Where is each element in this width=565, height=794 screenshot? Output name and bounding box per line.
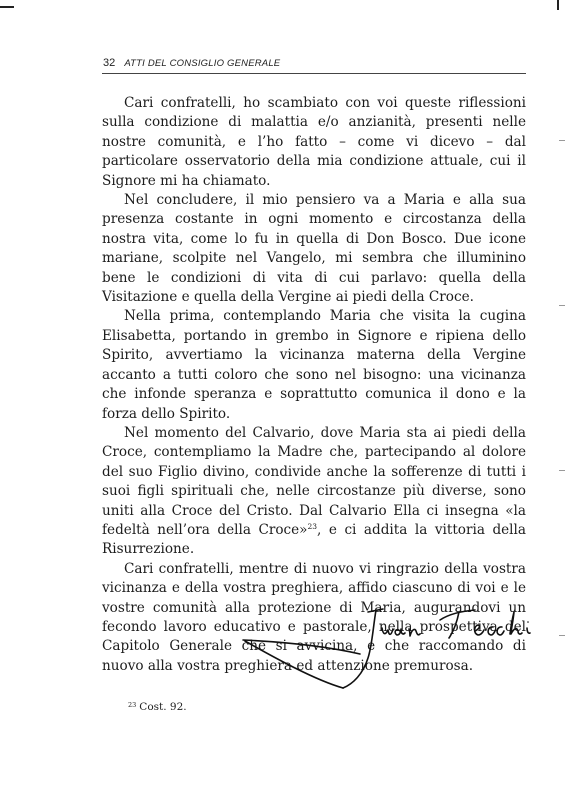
paragraph: Cari confratelli, mentre di nuovo vi ringrazio della vostra vicinanza e della vostra preghiera, affido ciascuno di voi e le vostre comunità alla protezione di Maria, augurandovi un fecondo lavoro educativo e pastorale, nella prospettiva del Capitolo Generale che si avvicina, e che raccomando di nuovo alla vostra preghiera ed attenzione premurosa. — [102, 560, 526, 674]
footnote-reference[interactable]: 23 — [307, 521, 318, 531]
crop-mark-top-right — [557, 0, 559, 10]
paragraph-text-continued: , e ci addita la vittoria della Risurrezione. — [102, 521, 526, 558]
footnote — [128, 701, 187, 713]
footnote-text: Cost. 92. — [139, 701, 187, 713]
header-rule — [102, 73, 526, 74]
paragraph: Cari confratelli, ho scambiato con voi queste riflessioni sulla condizione di malattia e/o anzianità, presenti nelle nostre comunità, e l’ho fatto – come vi dicevo – dal particolare osservatorio della mia condizione attuale, cui il Signore mi ha chiamato. — [102, 95, 526, 189]
edge-mark — [559, 140, 565, 141]
paragraph — [102, 424, 526, 560]
paragraph: Nel concludere, il mio pensiero va a Maria e alla sua presenza costante in ogni momento e circostanza della nostra vita, come lo fu in quella di Don Bosco. Due icone mariane, scolpite nel Vangelo, mi sembra che illuminino bene le condizioni di vita di cui parlavo: quella della Visitazione e quella della Vergine ai piedi della Croce. — [102, 192, 526, 306]
running-header-title: ATTI DEL CONSIGLIO GENERALE — [124, 58, 281, 69]
running-header — [103, 57, 523, 69]
edge-mark — [559, 305, 565, 306]
edge-mark — [559, 635, 565, 636]
paragraph-text: Nel momento del Calvario, dove Maria sta ai piedi della Croce, contempliamo la Madre che, partecipando al dolore del suo Figlio divino, condivide anche la sofferenze di tutti i suoi figli spirituali che, nelle circostanze più diverse, sono uniti alla Croce del Cristo. Dal Calvario Ella ci insegna «la fedeltà nell’ora della Croce» — [102, 424, 526, 538]
crop-mark-top-left — [0, 6, 14, 8]
body-text — [102, 94, 526, 676]
edge-mark — [559, 470, 565, 471]
page-number: 32 — [103, 57, 116, 69]
paragraph: Nella prima, contemplando Maria che visita la cugina Elisabetta, portando in grembo in Signore e ripiena dello Spirito, avvertiamo la vicinanza materna della Vergine accanto a tutti coloro che sono nel bisogno: una vicinanza che infonde speranza e soprattutto comunica il dono e la forza dello Spirito. — [102, 308, 526, 422]
footnote-number: 23 — [128, 701, 137, 709]
handwritten-signature — [235, 596, 555, 696]
